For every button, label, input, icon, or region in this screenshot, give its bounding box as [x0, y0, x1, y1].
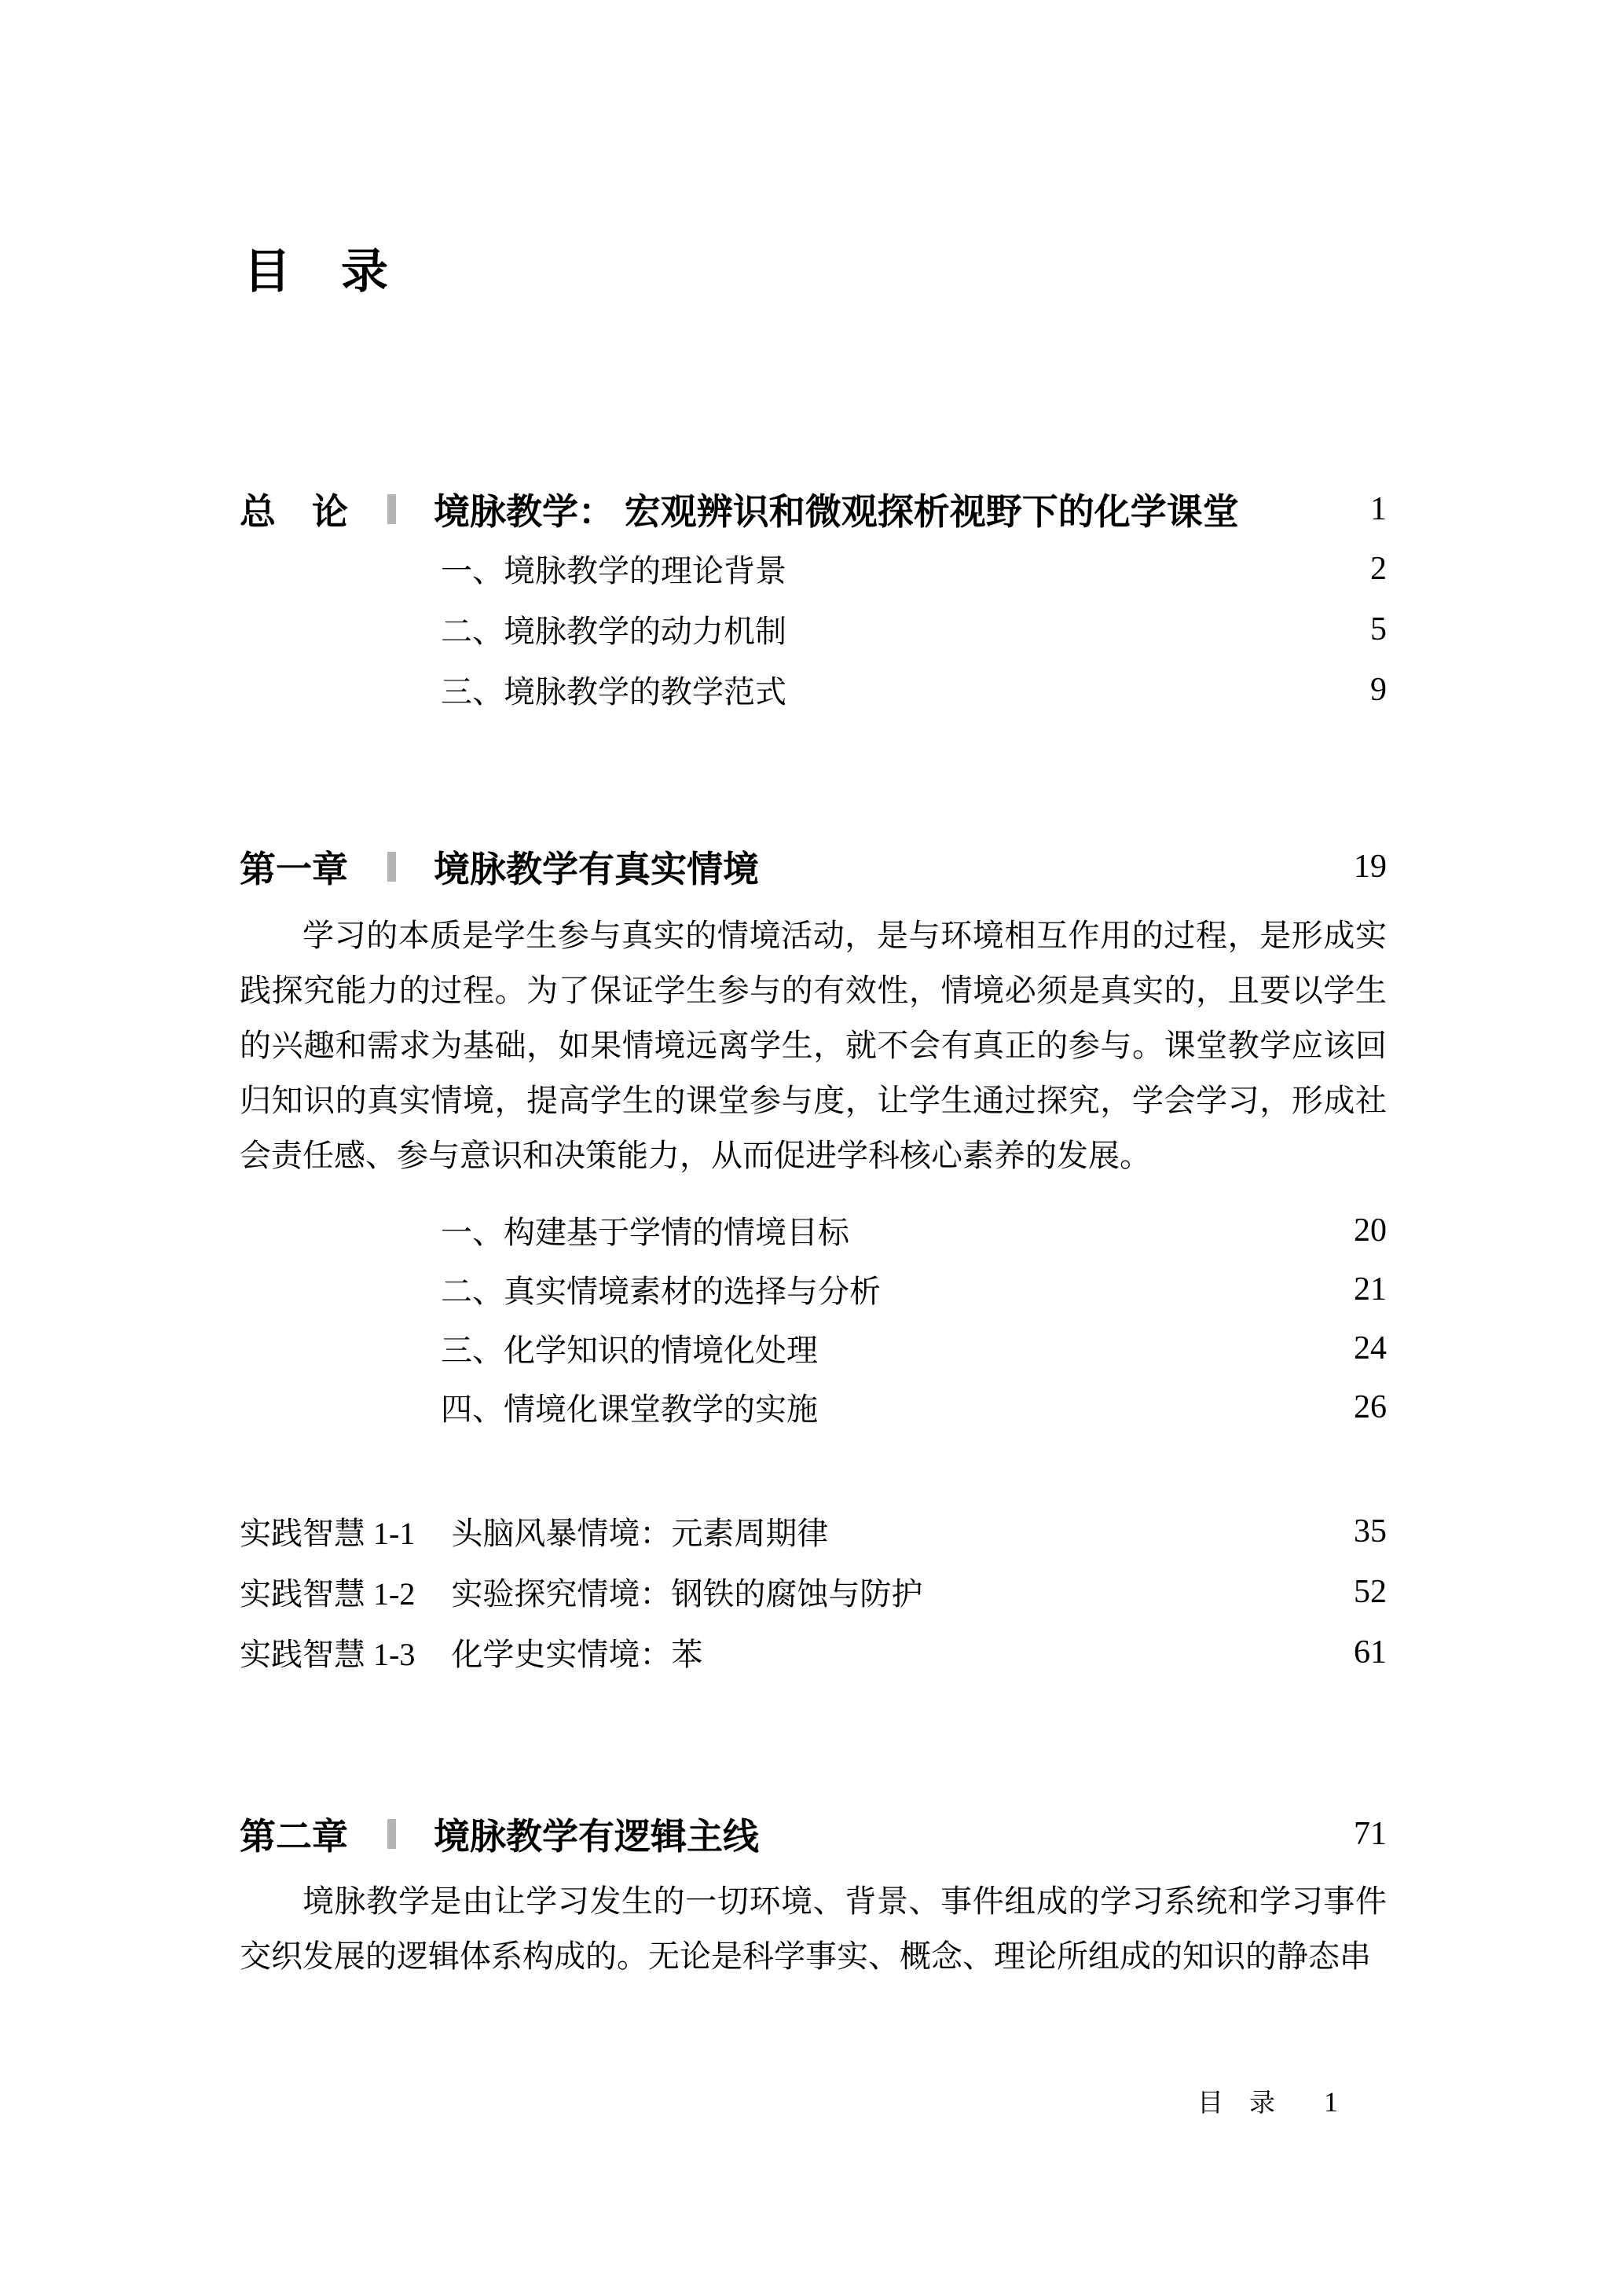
toc-entry: [240, 1319, 1387, 1377]
entry-title: 构建基于学情的情境目标: [504, 1215, 849, 1250]
toc-entry: [240, 659, 1387, 720]
entry-number: 三、: [441, 1333, 504, 1368]
practice-page-number: 52: [1354, 1573, 1387, 1610]
practice-entry: [240, 1622, 1387, 1682]
entry-title: 境脉教学的理论背景: [504, 553, 786, 589]
chapter2-title: 境脉教学有逻辑主线: [434, 1816, 759, 1857]
practice-page-number: 35: [1354, 1513, 1387, 1550]
chapter2-header-row: [240, 1812, 1387, 1856]
practice-entry: [240, 1501, 1387, 1561]
entry-page-number: 5: [1370, 611, 1387, 647]
entry-number: 二、: [441, 1274, 504, 1309]
entry-page-number: 9: [1370, 671, 1387, 708]
chapter1-header-row: [240, 845, 1387, 889]
chapter2-page-number: 71: [1354, 1816, 1387, 1852]
entry-title: 化学知识的情境化处理: [504, 1333, 818, 1368]
chapter1-label: 第一章: [240, 849, 348, 889]
practice-label: 实践智慧 1-1: [240, 1516, 416, 1551]
entry-title: 境脉教学的动力机制: [504, 614, 786, 649]
part-item-list: [240, 538, 1387, 720]
chapter1-title: 境脉教学有真实情境: [434, 849, 759, 889]
entry-page-number: 20: [1354, 1212, 1387, 1249]
toc-entry: [240, 1260, 1387, 1319]
entry-page-number: 21: [1354, 1271, 1387, 1308]
part-page-number: 1: [1370, 491, 1387, 527]
entry-number: 四、: [441, 1392, 504, 1427]
chapter1-page-number: 19: [1354, 849, 1387, 885]
entry-title: 境脉教学的教学范式: [504, 674, 786, 710]
practice-title: 实验探究情境：钢铁的腐蚀与防护: [451, 1576, 923, 1612]
toc-entry: [240, 538, 1387, 599]
chapter1-abstract: 学习的本质是学生参与真实的情境活动，是与环境相互作用的过程，是形成实践探究能力的过程。为了保证学生参与的有效性，情境必须是真实的，且要以学生的兴趣和需求为基础，如果情境远离学生，就不会有真正的参与。课堂教学应该回归知识的真实情境，提高学生的课堂参与度，让学生通过探究，学会学习，形成社会责任感、参与意识和决策能力，从而促进学科核心素养的发展。: [240, 918, 1387, 1173]
chapter1-item-list: [240, 1201, 1387, 1436]
practice-label: 实践智慧 1-3: [240, 1637, 416, 1672]
section-divider-bar: [387, 852, 396, 882]
chapter2-abstract: 境脉教学是由让学习发生的一切环境、背景、事件组成的学习系统和学习事件交织发展的逻辑体系构成的。无论是科学事实、概念、理论所组成的知识的静态串: [240, 1883, 1387, 1974]
part-label: 总 论: [240, 491, 348, 532]
entry-number: 一、: [441, 553, 504, 589]
toc-entry: [240, 1201, 1387, 1260]
toc-entry: [240, 1377, 1387, 1436]
practice-label: 实践智慧 1-2: [240, 1576, 416, 1612]
entry-number: 三、: [441, 674, 504, 710]
entry-number: 一、: [441, 1215, 504, 1250]
practice-list: [240, 1501, 1387, 1682]
footer-section-label: 目 录: [1197, 2088, 1275, 2117]
part-header-row: [240, 487, 1387, 531]
practice-title: 头脑风暴情境：元素周期律: [451, 1516, 829, 1551]
entry-page-number: 2: [1370, 550, 1387, 587]
toc-entry: [240, 599, 1387, 659]
entry-title: 真实情境素材的选择与分析: [504, 1274, 881, 1309]
practice-page-number: 61: [1354, 1634, 1387, 1671]
entry-number: 二、: [441, 614, 504, 649]
practice-title: 化学史实情境：苯: [451, 1637, 703, 1672]
page-footer: [240, 2082, 1338, 2119]
entry-title: 情境化课堂教学的实施: [504, 1392, 818, 1427]
page-title: 目 录: [244, 245, 390, 298]
entry-page-number: 24: [1354, 1330, 1387, 1366]
practice-entry: [240, 1561, 1387, 1622]
section-divider-bar: [387, 494, 396, 524]
entry-page-number: 26: [1354, 1388, 1387, 1425]
chapter2-label: 第二章: [240, 1816, 348, 1857]
part-title: 境脉教学： 宏观辨识和微观探析视野下的化学课堂: [434, 491, 1239, 532]
section-divider-bar: [387, 1819, 396, 1849]
footer-page-number: 1: [1324, 2086, 1338, 2118]
